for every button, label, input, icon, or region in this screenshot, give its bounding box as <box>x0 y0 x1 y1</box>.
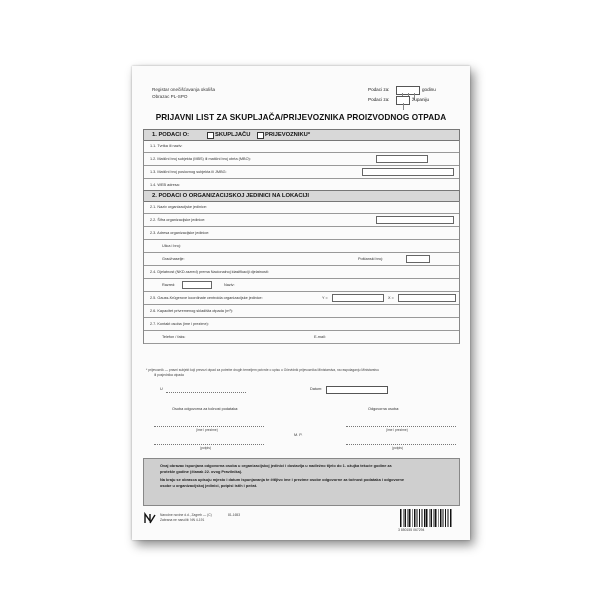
field-unit-code[interactable]: 2.2. Šifra organizacijske jedinice: <box>144 214 459 227</box>
coord-y-label: Y = <box>322 296 328 300</box>
responsible-person-title: Osoba odgovorna za točnost podataka: <box>172 407 239 411</box>
notice-line-1: Ovaj obrazac ispunjava odgovorna osoba u organizacijskoj jedinici i dostavlja u nadležno tijelo do 1. ožujka tekuće godine za <box>160 463 392 468</box>
county-input-boxes[interactable] <box>396 96 410 105</box>
coord-x-boxes[interactable] <box>398 294 456 302</box>
field-street[interactable]: Ulica i broj: <box>144 240 459 253</box>
postal-boxes[interactable] <box>406 255 430 263</box>
right-signature-caption: (potpis) <box>392 446 403 450</box>
year-label: Podaci za: <box>368 87 390 92</box>
county-label: Podaci za: <box>368 97 390 102</box>
date-label: Datum: <box>310 387 323 391</box>
publisher-logo <box>144 512 156 524</box>
field-unit-name[interactable]: 2.1. Naziv organizacijske jedinice: <box>144 201 459 214</box>
section-2-rows <box>143 201 460 344</box>
right-signature-line[interactable] <box>346 444 456 445</box>
left-signature-caption: (potpis) <box>200 446 211 450</box>
publisher-line-2: Zabrana ne naručiti: NN 4-191 <box>160 518 205 522</box>
email-label: E-mail: <box>314 335 326 339</box>
right-name-line[interactable] <box>346 426 456 427</box>
class-name-label: Naziv: <box>224 283 235 287</box>
notice-line-3: Na kraju se obrasca upisuju mjesto i datum ispunjavanja te čitljivo ime i prezime osobe odgovorne za točnost podataka i odgovorne <box>160 477 405 482</box>
postal-label: Poštanski broj: <box>358 257 383 261</box>
year-suffix: godinu <box>422 87 436 92</box>
coord-x-label: X = <box>388 296 394 300</box>
instructions-box <box>143 458 460 506</box>
left-name-caption: (ime i prezime) <box>196 428 218 432</box>
place-line[interactable] <box>166 392 246 393</box>
stamp-label: M. P. <box>294 433 303 437</box>
right-name-caption: (ime i prezime) <box>386 428 408 432</box>
notice-line-4: osobe u organizacijskoj jedinici, potpisi istih i pečat. <box>160 483 258 488</box>
jmbg-boxes[interactable] <box>362 168 454 176</box>
section-1-title: 1. PODACI O: <box>152 132 190 138</box>
publisher-line-1: Narodne novine d.d., Zagreb — (C) <box>160 513 212 517</box>
unit-code-boxes[interactable] <box>376 216 454 224</box>
coord-y-boxes[interactable] <box>332 294 384 302</box>
field-coordinates[interactable]: 2.5. Gauss-Krügerove koordinate centroida organizacijske jedinice: Y = X = <box>144 292 459 305</box>
form-sheet <box>132 66 470 540</box>
authorized-person-title: Odgovorna osoba: <box>368 407 400 411</box>
left-signature-line[interactable] <box>154 444 264 445</box>
field-activity: 2.4. Djelatnost (NKD-razred) prema Nacionalnoj klasifikaciji djelatnosti: <box>144 266 459 279</box>
field-city[interactable]: Grad/naselje: Poštanski broj: <box>144 253 459 266</box>
form-title: PRIJAVNI LIST ZA SKUPLJAČA/PRIJEVOZNIKA PROIZVODNOG OTPADA <box>155 113 447 122</box>
form-number: 81-1653 <box>228 513 241 517</box>
barcode-number: 3 850155 067294 <box>398 528 425 532</box>
place-label: U <box>160 387 163 391</box>
class-boxes[interactable] <box>182 281 212 289</box>
field-class[interactable]: Razred: Naziv: <box>144 279 459 292</box>
left-name-line[interactable] <box>154 426 264 427</box>
field-capacity[interactable]: 2.6. Kapacitet privremenog skladišta otpada (m³): <box>144 305 459 318</box>
field-company-name[interactable]: 1.1. Tvrtka ili naziv: <box>144 140 459 153</box>
form-code: Obrazac PL-SPO <box>152 94 188 99</box>
notice-line-2: protekle godine (članak 22. ovog Pravilnika). <box>160 469 243 474</box>
carrier-checkbox[interactable] <box>257 132 264 139</box>
field-unit-address: 2.3. Adresa organizacijske jedinice: <box>144 227 459 240</box>
section-2-title: 2. PODACI O ORGANIZACIJSKOJ JEDINICI NA LOKACIJI <box>152 193 309 199</box>
footnote: * prijevoznik — pravni subjekt koji prevozi otpad za potrebe drugih temeljem potvrde o upisu u Očevidnik prijevoznika Ministarstva, na raspolaganju Ministarstvu <box>146 368 379 372</box>
field-jmbg[interactable]: 1.3. Matični broj poslovnog subjekta ili JMBG: <box>144 166 459 179</box>
footnote-2: ili posjednika otpada <box>154 373 184 377</box>
field-phone[interactable]: Telefon / faks: E-mail: <box>144 331 459 344</box>
carrier-label: PRIJEVOZNIKU* <box>265 132 311 138</box>
field-mbs[interactable]: 1.2. Matični broj subjekta (MBS) ili matični broj obrta (MBO): <box>144 153 459 166</box>
year-input-boxes[interactable] <box>396 86 420 95</box>
mbs-boxes[interactable] <box>376 155 428 163</box>
section-1-rows <box>143 140 460 192</box>
county-suffix: županiju <box>412 97 430 102</box>
field-contact[interactable]: 2.7. Kontakt osoba (ime i prezime): <box>144 318 459 331</box>
collector-checkbox[interactable] <box>207 132 214 139</box>
date-boxes[interactable] <box>326 386 388 394</box>
collector-label: SKUPLJAČU <box>215 132 251 138</box>
field-web[interactable]: 1.4. WEB adresa: <box>144 179 459 192</box>
barcode <box>400 509 452 527</box>
register-name: Registar onečišćavanja okoliša <box>152 87 216 92</box>
